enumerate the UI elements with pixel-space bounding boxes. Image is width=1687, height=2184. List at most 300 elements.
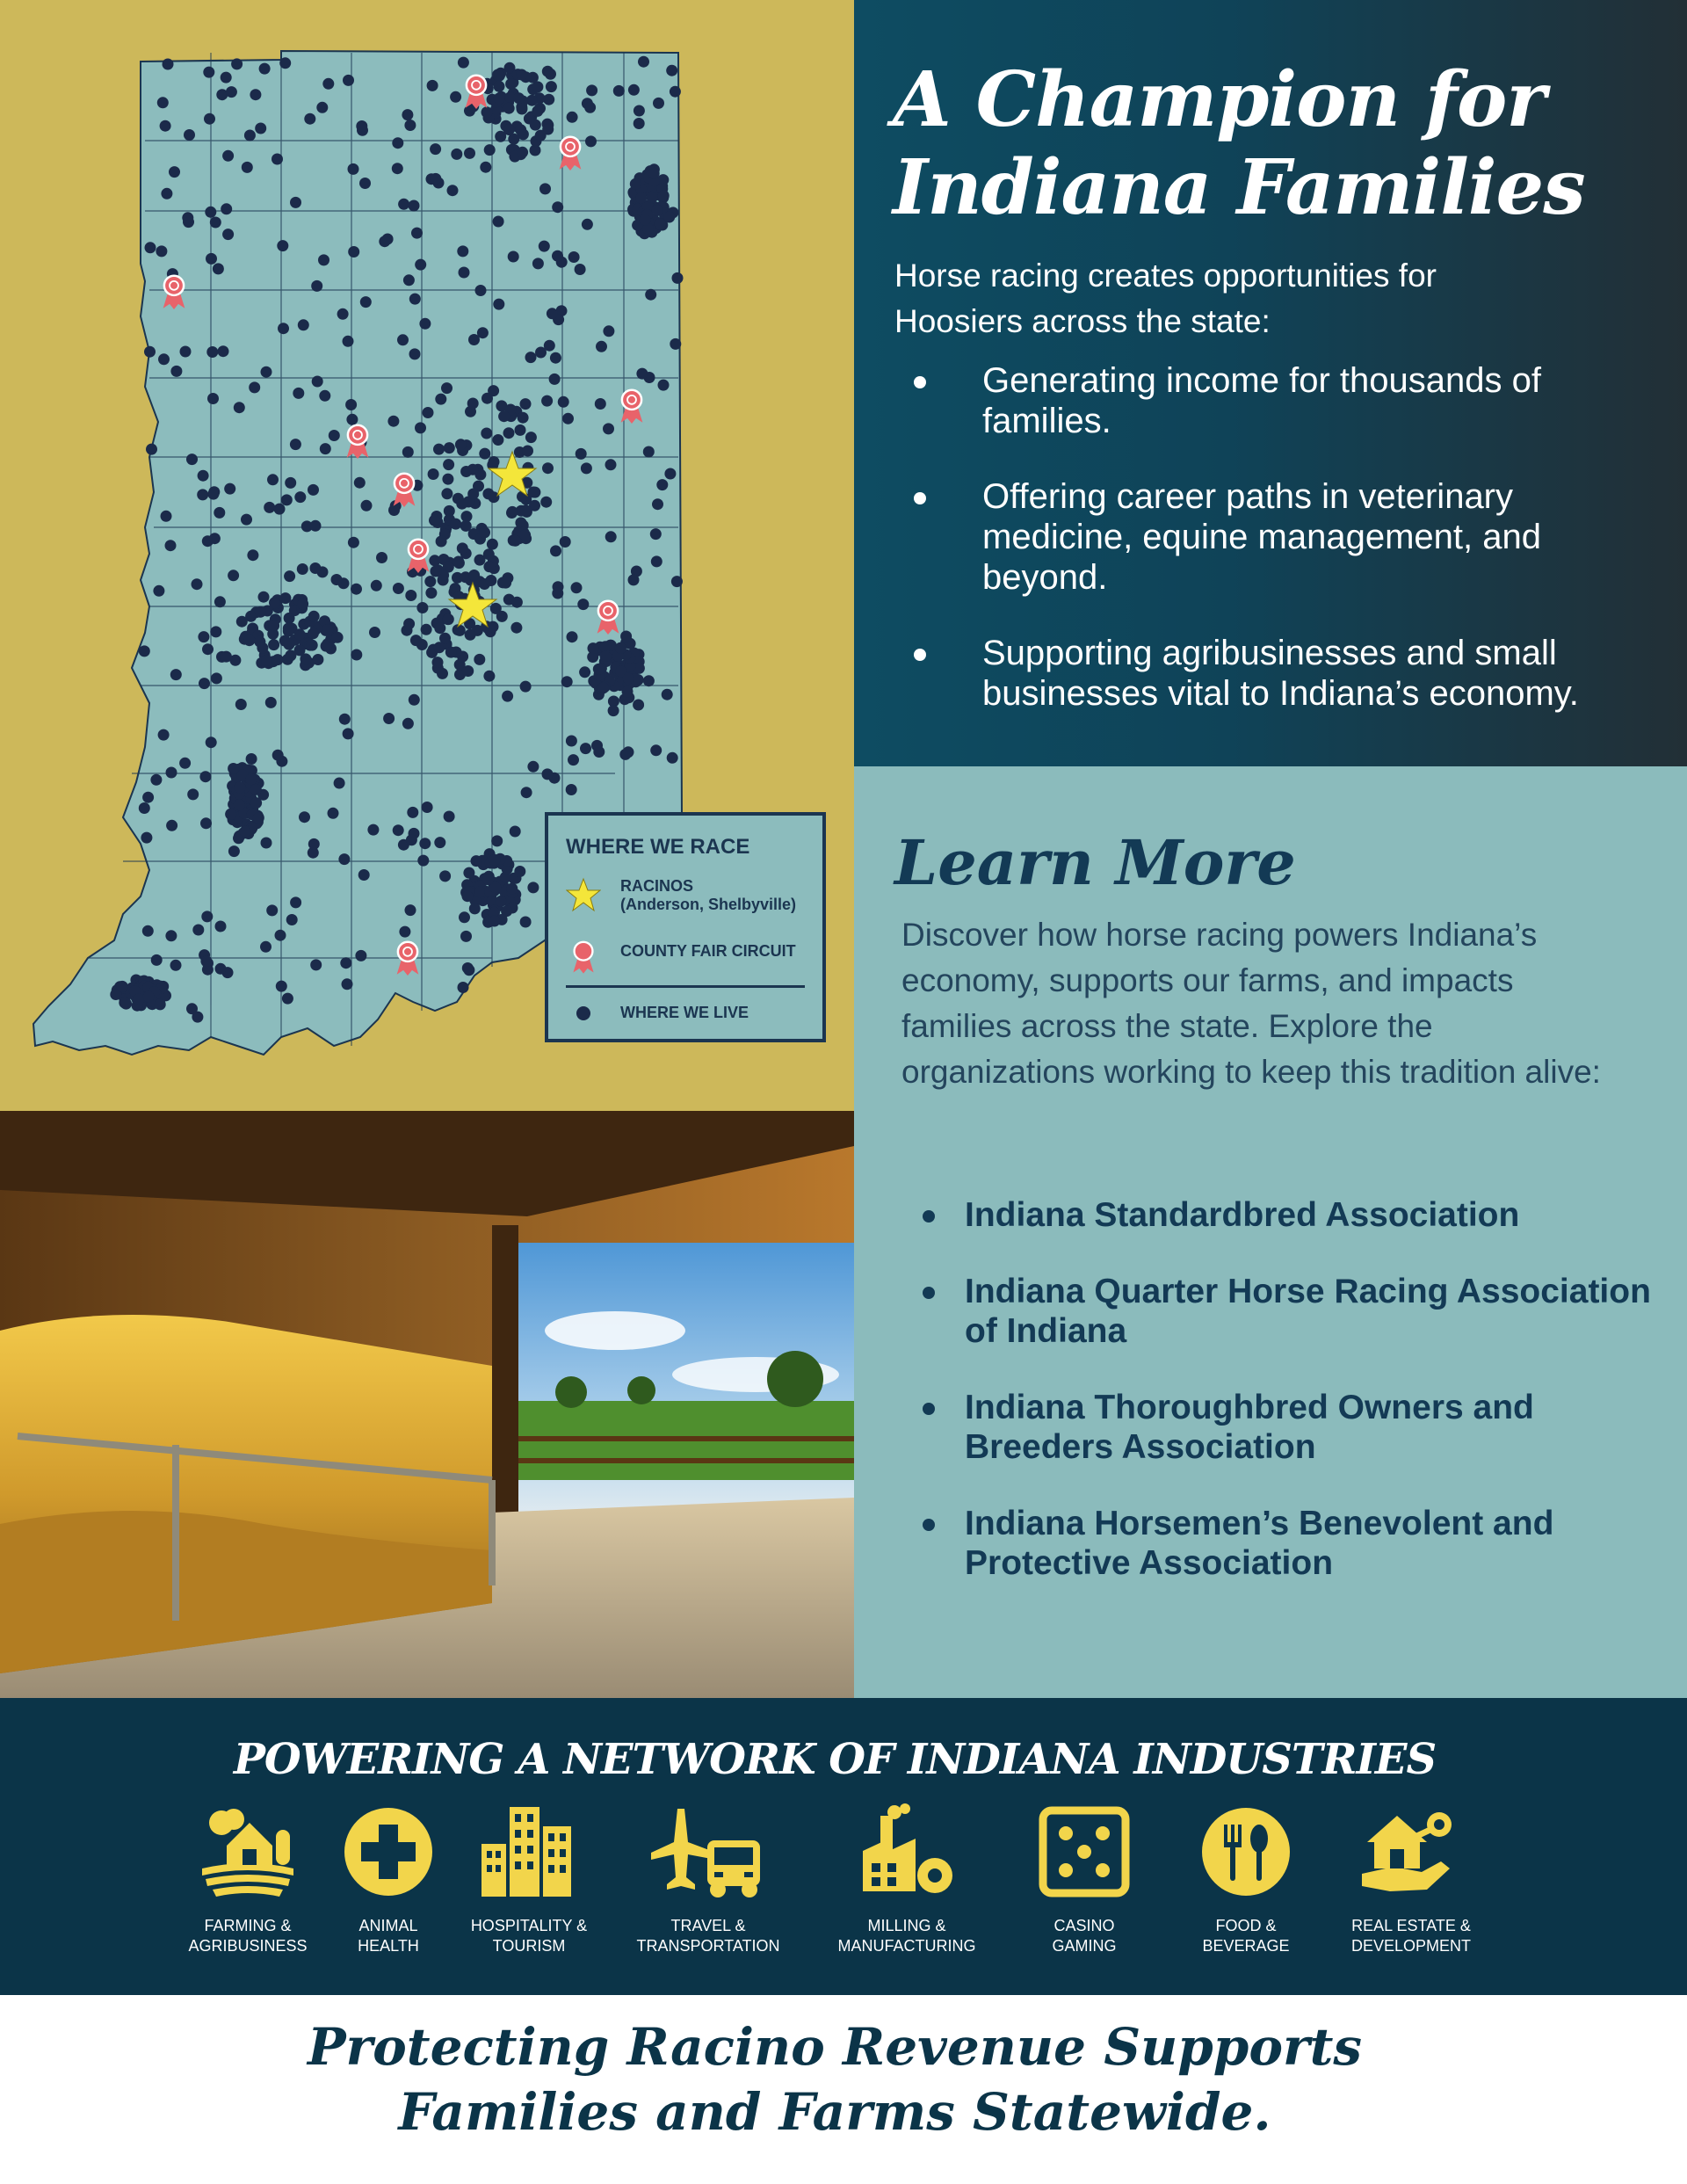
residence-dot xyxy=(202,643,214,655)
residence-dot xyxy=(246,753,257,765)
residence-dot xyxy=(620,631,632,642)
residence-dot xyxy=(343,75,354,86)
residence-dot xyxy=(453,556,464,568)
residence-dot xyxy=(198,631,209,642)
residence-dot xyxy=(483,671,495,682)
residence-dot xyxy=(428,468,439,480)
residence-dot xyxy=(337,308,349,320)
residence-dot xyxy=(265,697,277,708)
residence-dot xyxy=(430,143,441,155)
residence-dot xyxy=(434,622,445,634)
residence-dot xyxy=(257,642,268,654)
residence-dot xyxy=(643,675,655,686)
residence-dot xyxy=(348,163,359,175)
residence-dot xyxy=(192,578,203,590)
residence-dot xyxy=(415,422,426,433)
residence-dot xyxy=(550,352,561,364)
organization-list xyxy=(901,1195,1657,1620)
learn-more-intro: Discover how horse racing powers Indiana’s economy, supports our farms, and impacts families across the state. Explore the organizations working to keep this tradition alive: xyxy=(901,917,1601,1090)
residence-dot xyxy=(234,782,245,794)
residence-dot xyxy=(468,334,480,345)
residence-dot xyxy=(279,592,291,604)
residence-dot xyxy=(628,84,640,96)
residence-dot xyxy=(405,590,416,601)
residence-dot xyxy=(647,192,658,203)
residence-dot xyxy=(215,921,227,932)
residence-dot xyxy=(221,72,232,83)
residence-dot xyxy=(568,251,580,263)
residence-dot xyxy=(156,245,167,257)
residence-dot xyxy=(488,621,499,633)
residence-dot xyxy=(343,336,354,347)
residence-dot xyxy=(527,761,539,773)
residence-dot xyxy=(552,588,563,599)
residence-dot xyxy=(522,446,533,457)
residence-dot xyxy=(284,570,295,582)
residence-dot xyxy=(535,130,547,141)
residence-dot xyxy=(197,489,208,500)
residence-dot xyxy=(225,809,236,820)
residence-dot xyxy=(591,740,603,751)
residence-dot xyxy=(521,787,532,798)
industry-travel: TRAVEL & TRANSPORTATION xyxy=(620,1803,796,1956)
residence-dot xyxy=(595,398,606,410)
residence-dot xyxy=(608,705,619,716)
residence-dot xyxy=(658,380,670,391)
residence-dot xyxy=(480,162,491,173)
residence-dot xyxy=(503,427,515,439)
residence-dot xyxy=(169,166,180,178)
residence-dot xyxy=(494,93,505,105)
industry-real-estate: REAL ESTATE & DEVELOPMENT xyxy=(1323,1803,1499,1956)
residence-dot xyxy=(605,459,617,470)
residence-dot xyxy=(376,552,387,563)
residence-dot xyxy=(272,654,284,665)
map-legend: WHERE WE RACE RACINOS (Anderson, Shelbyville) COUNTY FAIR CIRCUIT WHERE WE LIVE xyxy=(545,812,826,1042)
residence-dot xyxy=(415,259,426,271)
residence-dot xyxy=(402,446,414,458)
residence-dot xyxy=(139,645,150,657)
residence-dot xyxy=(540,497,552,508)
residence-dot xyxy=(403,274,415,286)
residence-dot xyxy=(278,323,289,334)
residence-dot xyxy=(348,537,359,548)
residence-dot xyxy=(442,474,453,485)
residence-dot xyxy=(210,626,221,637)
residence-dot xyxy=(334,778,345,789)
residence-dot xyxy=(310,959,322,970)
residence-dot xyxy=(542,462,554,474)
residence-dot xyxy=(479,448,490,460)
residence-dot xyxy=(558,396,569,408)
residence-dot xyxy=(672,272,684,284)
plate-utensils-icon xyxy=(1198,1803,1294,1900)
residence-dot xyxy=(379,236,390,247)
residence-dot xyxy=(410,635,422,646)
residence-dot xyxy=(619,749,631,760)
residence-dot xyxy=(258,591,270,603)
residence-dot xyxy=(650,528,662,540)
residence-dot xyxy=(656,479,668,490)
residence-dot xyxy=(520,681,532,693)
barn-illustration xyxy=(0,1111,854,1698)
residence-dot xyxy=(274,504,286,515)
residence-dot xyxy=(510,826,521,838)
residence-dot xyxy=(462,962,474,974)
residence-dot xyxy=(543,94,554,105)
residence-dot xyxy=(339,714,351,725)
residence-dot xyxy=(153,585,164,597)
industry-milling: MILLING & MANUFACTURING xyxy=(819,1803,995,1956)
residence-dot xyxy=(542,66,554,77)
residence-dot xyxy=(245,773,257,785)
residence-dot xyxy=(450,91,461,103)
list-item: Generating income for thousands of families. xyxy=(894,360,1668,441)
residence-dot xyxy=(322,624,333,635)
residence-dot xyxy=(139,802,150,814)
residence-dot xyxy=(161,511,172,522)
residence-dot xyxy=(143,991,155,1003)
residence-dot xyxy=(117,981,128,992)
residence-dot xyxy=(596,341,607,352)
residence-dot xyxy=(666,65,677,76)
residence-dot xyxy=(272,154,283,165)
residence-dot xyxy=(255,606,266,618)
residence-dot xyxy=(320,443,331,454)
list-item: Supporting agribusinesses and small businesses vital to Indiana’s economy. xyxy=(894,633,1668,714)
residence-dot xyxy=(158,729,170,741)
residence-dot xyxy=(457,542,468,554)
residence-dot xyxy=(436,536,447,548)
residence-dot xyxy=(275,930,286,941)
residence-dot xyxy=(214,507,225,519)
industry-casino: CASINO GAMING xyxy=(996,1803,1172,1956)
residence-dot xyxy=(539,183,551,194)
residence-dot xyxy=(485,575,496,586)
residence-dot xyxy=(511,597,523,608)
residence-dot xyxy=(423,407,434,418)
residence-dot xyxy=(481,106,493,118)
residence-dot xyxy=(458,982,469,993)
residence-dot xyxy=(393,583,404,594)
residence-dot xyxy=(235,699,247,710)
residence-dot xyxy=(419,838,431,849)
residence-dot xyxy=(200,955,212,967)
residence-dot xyxy=(277,240,288,251)
residence-dot xyxy=(409,348,421,359)
residence-dot xyxy=(146,444,157,455)
residence-dot xyxy=(622,686,634,697)
residence-dot xyxy=(500,577,511,589)
residence-dot xyxy=(361,500,373,512)
residence-dot xyxy=(576,448,587,460)
residence-dot xyxy=(345,399,357,410)
residence-dot xyxy=(603,325,614,337)
residence-dot xyxy=(640,214,651,226)
residence-dot xyxy=(387,416,399,427)
residence-dot xyxy=(207,393,219,404)
residence-dot xyxy=(593,664,605,675)
residence-dot xyxy=(467,464,479,475)
residence-dot xyxy=(318,254,329,265)
residence-dot xyxy=(424,576,436,587)
residence-dot xyxy=(354,477,366,489)
residence-dot xyxy=(406,834,417,845)
residence-dot xyxy=(613,85,625,97)
residence-dot xyxy=(491,835,503,846)
residence-dot xyxy=(650,744,662,756)
residence-dot xyxy=(459,267,470,279)
residence-dot xyxy=(299,811,310,823)
champion-panel xyxy=(854,0,1687,766)
residence-dot xyxy=(638,56,649,68)
residence-dot xyxy=(239,826,250,838)
residence-dot xyxy=(261,655,272,666)
list-item: Indiana Quarter Horse Racing Association of Indiana xyxy=(901,1272,1657,1351)
residence-dot xyxy=(444,442,455,453)
residence-dot xyxy=(409,294,421,305)
residence-dot xyxy=(546,81,557,92)
residence-dot xyxy=(469,903,481,914)
indiana-map-panel xyxy=(0,0,854,1111)
residence-dot xyxy=(535,347,547,359)
residence-dot xyxy=(474,654,485,665)
residence-dot xyxy=(234,402,245,413)
residence-dot xyxy=(398,199,409,210)
residence-dot xyxy=(411,228,423,239)
residence-dot xyxy=(214,596,226,607)
residence-dot xyxy=(634,105,645,117)
list-item: Indiana Standardbred Association xyxy=(901,1195,1657,1235)
residence-dot xyxy=(286,914,298,925)
residence-dot xyxy=(119,997,130,1008)
residence-dot xyxy=(483,561,495,572)
residence-dot xyxy=(498,410,510,422)
residence-dot xyxy=(422,802,433,813)
residence-dot xyxy=(359,178,371,189)
ribbon-icon xyxy=(566,937,601,976)
residence-dot xyxy=(221,651,232,663)
residence-dot xyxy=(404,120,416,131)
residence-dot xyxy=(226,86,237,98)
residence-dot xyxy=(282,993,293,1005)
residence-dot xyxy=(628,574,640,585)
footer xyxy=(0,1995,1687,2184)
dice-icon xyxy=(1036,1803,1133,1900)
residence-dot xyxy=(409,200,420,212)
residence-dot xyxy=(481,428,492,439)
industry-animal-health: ANIMAL HEALTH xyxy=(300,1803,476,1956)
residence-dot xyxy=(228,845,240,857)
residence-dot xyxy=(264,502,275,513)
residence-dot xyxy=(351,649,362,661)
house-key-hand-icon xyxy=(1358,1803,1464,1900)
residence-dot xyxy=(447,185,459,196)
learn-more-panel xyxy=(854,766,1687,1698)
residence-dot xyxy=(467,489,479,500)
residence-dot xyxy=(253,812,264,824)
residence-dot xyxy=(407,807,418,818)
residence-dot xyxy=(157,97,169,108)
residence-dot xyxy=(348,246,359,258)
residence-dot xyxy=(234,799,245,810)
residence-dot xyxy=(481,393,493,404)
footer-tagline: Protecting Racino Revenue Supports Families and Farms Statewide. xyxy=(307,2017,1363,2142)
learn-more-title: Learn More xyxy=(894,826,1296,899)
residence-dot xyxy=(356,120,367,132)
residence-dot xyxy=(525,432,537,443)
barn-hay-bales-photo xyxy=(0,1111,854,1698)
residence-dot xyxy=(493,216,504,228)
residence-dot xyxy=(508,134,519,145)
residence-dot xyxy=(487,539,498,550)
residence-dot xyxy=(484,144,496,156)
residence-dot xyxy=(155,998,166,1010)
residence-dot xyxy=(290,197,301,208)
residence-dot xyxy=(268,639,279,650)
residence-dot xyxy=(331,574,343,585)
residence-dot xyxy=(645,289,656,301)
residence-dot xyxy=(514,866,525,877)
residence-dot xyxy=(457,245,468,257)
residence-dot xyxy=(134,993,145,1005)
residence-dot xyxy=(141,832,152,844)
residence-dot xyxy=(383,713,395,724)
residence-dot xyxy=(283,639,294,650)
residence-dot xyxy=(272,750,284,761)
residence-dot xyxy=(294,628,306,640)
residence-dot xyxy=(250,797,262,809)
residence-dot xyxy=(520,917,532,928)
residence-dot xyxy=(463,867,474,879)
residence-dot xyxy=(568,754,579,765)
star-icon xyxy=(566,877,601,912)
residence-dot xyxy=(179,758,191,769)
residence-dot xyxy=(421,624,432,635)
residence-dot xyxy=(605,531,617,542)
residence-dot xyxy=(443,613,454,625)
residence-dot xyxy=(475,285,487,296)
residence-dot xyxy=(417,855,429,867)
residence-dot xyxy=(560,536,571,548)
residence-dot xyxy=(435,394,446,405)
residence-dot xyxy=(158,353,170,365)
residence-dot xyxy=(532,258,544,269)
residence-dot xyxy=(579,666,590,678)
medical-cross-icon xyxy=(340,1803,437,1900)
residence-dot xyxy=(506,883,518,895)
residence-dot xyxy=(651,555,662,567)
residence-dot xyxy=(403,618,415,629)
residence-dot xyxy=(425,587,437,599)
residence-dot xyxy=(186,453,198,465)
residence-dot xyxy=(393,824,404,836)
residence-dot xyxy=(567,631,578,642)
residence-dot xyxy=(468,570,480,581)
residence-dot xyxy=(427,80,438,91)
residence-dot xyxy=(581,462,592,474)
residence-dot xyxy=(443,459,454,470)
residence-dot xyxy=(206,346,218,358)
residence-dot xyxy=(198,470,209,482)
residence-dot xyxy=(203,67,214,78)
residence-dot xyxy=(222,150,234,162)
residence-dot xyxy=(670,86,681,98)
residence-dot xyxy=(180,346,192,358)
legend-divider xyxy=(566,985,805,988)
residence-dot xyxy=(343,728,354,739)
residence-dot xyxy=(474,886,486,897)
residence-dot xyxy=(405,904,416,916)
residence-dot xyxy=(567,112,578,123)
residence-dot xyxy=(311,280,322,292)
residence-dot xyxy=(170,669,182,680)
residence-dot xyxy=(267,474,279,485)
residence-dot xyxy=(419,318,431,330)
residence-dot xyxy=(221,203,232,214)
residence-dot xyxy=(541,395,553,407)
residence-dot xyxy=(462,890,474,902)
residence-dot xyxy=(489,456,500,468)
residence-dot xyxy=(150,774,162,786)
residence-dot xyxy=(458,57,469,69)
residence-dot xyxy=(633,700,644,711)
residence-dot xyxy=(483,548,495,560)
residence-dot xyxy=(308,484,319,496)
residence-dot xyxy=(209,533,221,544)
residence-dot xyxy=(580,743,591,754)
residence-dot xyxy=(566,736,577,747)
residence-dot xyxy=(210,217,221,229)
residence-dot xyxy=(206,253,217,265)
residence-dot xyxy=(247,549,258,561)
industry-food: FOOD & BEVERAGE xyxy=(1158,1803,1334,1956)
residence-dot xyxy=(586,84,597,96)
residence-dot xyxy=(561,676,573,687)
residence-dot xyxy=(261,366,272,378)
residence-dot xyxy=(342,978,353,990)
residence-dot xyxy=(615,642,626,654)
residence-dot xyxy=(402,109,413,120)
residence-dot xyxy=(276,981,287,992)
residence-dot xyxy=(482,874,494,885)
residence-dot xyxy=(269,597,280,608)
residence-dot xyxy=(430,173,441,185)
residence-dot xyxy=(519,529,531,541)
residence-dot xyxy=(510,622,522,634)
residence-dot xyxy=(205,207,216,218)
residence-dot xyxy=(508,251,519,263)
residence-dot xyxy=(228,570,239,581)
residence-dot xyxy=(670,338,681,350)
factory-gear-icon xyxy=(854,1803,959,1900)
residence-dot xyxy=(192,1012,203,1023)
residence-dot xyxy=(445,647,457,658)
residence-dot xyxy=(369,627,380,638)
residence-dot xyxy=(600,650,612,662)
residence-dot xyxy=(151,954,163,966)
residence-dot xyxy=(495,131,506,142)
residence-dot xyxy=(201,911,213,922)
residence-dot xyxy=(206,736,217,748)
residence-dot xyxy=(308,628,319,639)
residence-dot xyxy=(623,673,634,685)
residence-dot xyxy=(479,526,490,538)
residence-dot xyxy=(351,584,362,595)
residence-dot xyxy=(284,613,295,624)
residence-dot xyxy=(517,147,528,158)
residence-dot xyxy=(520,504,532,516)
